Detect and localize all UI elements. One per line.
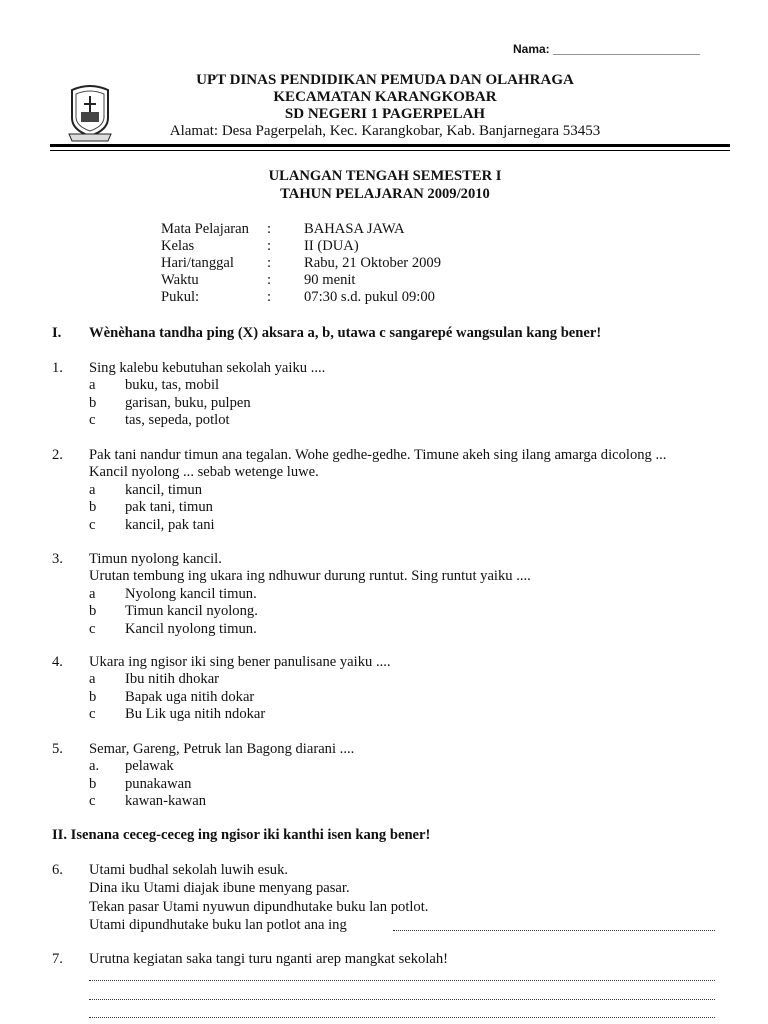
option-letter[interactable]: b: [89, 499, 97, 516]
option-letter[interactable]: b: [89, 394, 97, 411]
question-text: Dina iku Utami diajak ibune menyang pasar.: [89, 880, 350, 897]
section-2-instruction: II. Isenana ceceg-ceceg ing ngisor iki kanthi isen kang bener!: [52, 827, 431, 843]
info-separator: :: [267, 289, 272, 305]
question-text: Utami budhal sekolah luwih esuk.: [89, 862, 289, 878]
option-letter[interactable]: b: [89, 775, 97, 792]
info-label: Mata Pelajaran: [161, 221, 249, 237]
header-rule-thin: [50, 150, 730, 151]
header-school: SD NEGERI 1 PAGERPELAH: [284, 106, 486, 122]
header-address: Alamat: Desa Pagerpelah, Kec. Karangkobar, Kab. Banjarnegara 53453: [169, 123, 601, 139]
answer-line[interactable]: [89, 980, 715, 981]
option-letter[interactable]: c: [89, 516, 96, 533]
question-number: 5.: [52, 741, 63, 757]
header-agency: UPT DINAS PENDIDIKAN PEMUDA DAN OLAHRAGA: [196, 72, 574, 88]
question-number: 6.: [52, 862, 63, 878]
option-text[interactable]: buku, tas, mobil: [125, 377, 220, 394]
option-letter[interactable]: c: [89, 706, 96, 723]
info-value: BAHASA JAWA: [304, 221, 405, 237]
question-text: Pak tani nandur timun ana tegalan. Wohe gedhe-gedhe. Timune akeh sing ilang amarga dicolong ...: [89, 447, 667, 463]
option-text[interactable]: punakawan: [125, 775, 192, 792]
option-text[interactable]: Ibu nitih dhokar: [125, 671, 220, 688]
answer-line[interactable]: [89, 1017, 715, 1018]
question-text: Ukara ing ngisor iki sing bener panulisane yaiku ....: [89, 654, 391, 670]
option-text[interactable]: pelawak: [125, 758, 174, 775]
option-text[interactable]: Bapak uga nitih dokar: [125, 688, 255, 705]
header-rule-thick: [50, 144, 730, 147]
option-letter[interactable]: c: [89, 620, 96, 637]
question-text: Urutna kegiatan saka tangi turu nganti arep mangkat sekolah!: [89, 951, 449, 967]
info-label: Hari/tanggal: [161, 255, 234, 271]
question-number: 2.: [52, 447, 63, 463]
question-text: Timun nyolong kancil.: [89, 551, 222, 567]
option-text[interactable]: garisan, buku, pulpen: [125, 394, 251, 411]
option-letter[interactable]: b: [89, 603, 97, 620]
option-letter[interactable]: c: [89, 793, 96, 810]
question-number: 7.: [52, 951, 63, 967]
name-blank: ______________________: [553, 42, 700, 56]
option-letter[interactable]: a: [89, 377, 96, 394]
section-1-number: I.: [52, 325, 62, 341]
option-text[interactable]: Kancil nyolong timun.: [125, 620, 257, 637]
answer-blank[interactable]: [393, 930, 715, 931]
info-value: II (DUA): [304, 238, 359, 254]
question-text: Sing kalebu kebutuhan sekolah yaiku ....: [89, 360, 326, 376]
option-text[interactable]: Nyolong kancil timun.: [125, 585, 257, 602]
option-text[interactable]: kancil, pak tani: [125, 516, 215, 533]
question-number: 4.: [52, 654, 63, 670]
info-separator: :: [267, 272, 272, 288]
option-letter[interactable]: c: [89, 412, 96, 429]
section-1-instruction: Wènèhana tandha ping (X) aksara a, b, utawa c sangarepé wangsulan kang bener!: [89, 325, 602, 341]
question-number: 1.: [52, 360, 63, 376]
option-text[interactable]: pak tani, timun: [125, 499, 213, 516]
info-value: 07:30 s.d. pukul 09:00: [304, 289, 435, 305]
header-district: KECAMATAN KARANGKOBAR: [273, 89, 497, 105]
info-label: Kelas: [161, 238, 195, 254]
option-text[interactable]: tas, sepeda, potlot: [125, 412, 230, 429]
option-letter[interactable]: a: [89, 585, 96, 602]
info-label: Waktu: [161, 272, 199, 288]
option-text[interactable]: kancil, timun: [125, 481, 203, 498]
info-separator: :: [267, 221, 272, 237]
info-separator: :: [267, 255, 272, 271]
option-letter[interactable]: a.: [89, 758, 100, 775]
option-letter[interactable]: a: [89, 671, 96, 688]
question-text: Kancil nyolong ... sebab wetenge luwe.: [89, 464, 319, 481]
exam-year: TAHUN PELAJARAN 2009/2010: [280, 186, 490, 202]
option-letter[interactable]: b: [89, 688, 97, 705]
question-text: Urutan tembung ing ukara ing ndhuwur durung runtut. Sing runtut yaiku ....: [89, 568, 531, 585]
info-value: Rabu, 21 Oktober 2009: [304, 255, 442, 271]
question-number: 3.: [52, 551, 63, 567]
answer-line[interactable]: [89, 999, 715, 1000]
option-text[interactable]: kawan-kawan: [125, 793, 207, 810]
question-text: Semar, Gareng, Petruk lan Bagong diarani ....: [89, 741, 355, 757]
option-letter[interactable]: a: [89, 481, 96, 498]
info-label: Pukul:: [161, 289, 200, 305]
info-value: 90 menit: [304, 272, 356, 288]
question-text: Tekan pasar Utami nyuwun dipundhutake buku lan potlot.: [89, 898, 429, 915]
name-label: Nama:: [513, 42, 550, 56]
exam-title: ULANGAN TENGAH SEMESTER I: [268, 168, 502, 184]
option-text[interactable]: Timun kancil nyolong.: [125, 603, 258, 620]
info-separator: :: [267, 238, 272, 254]
question-text: Utami dipundhutake buku lan potlot ana ing: [89, 916, 347, 933]
option-text[interactable]: Bu Lik uga nitih ndokar: [125, 706, 266, 723]
name-field[interactable]: [513, 40, 700, 58]
